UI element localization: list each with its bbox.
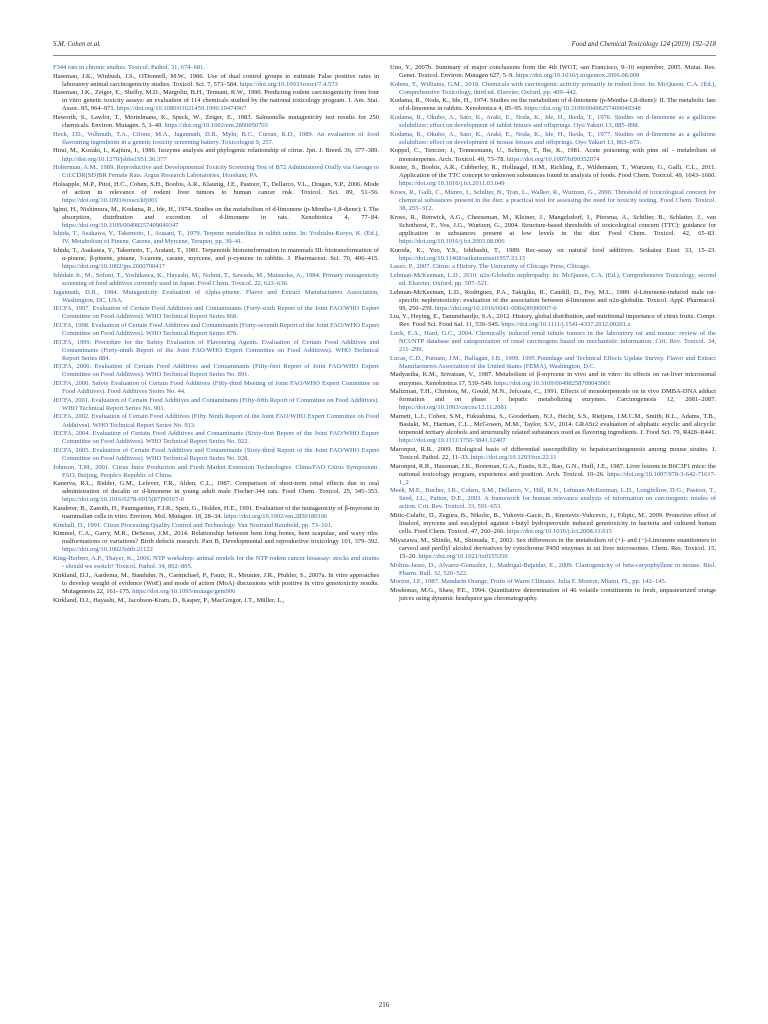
reference-entry [53,206,379,230]
reference-text: Lehman-McKeeman, L.D., Rodriguez, P.A., Takigiku, R., Caudill, D., Fey, M.L., 1989. d-Limonene-induced male rat-specific nephrotoxicity: evaluation of the association between d-limonene and α2u-globulin. Toxicol. Appl. Pharmacol. 99, 250–259. [390,288,716,312]
reference-entry [53,597,379,605]
reference-entry [53,530,379,554]
reference-entry [53,322,379,338]
doi-link[interactable]: https://doi.org/10.3109/00498258709043961 [494,379,611,387]
reference-entry [390,147,716,163]
doi-link[interactable]: https://doi.org/10.1016/j.fct.2003.08.006 [399,237,505,245]
reference-text: Maronpot, R.R., 2009. Biological basis of differential susceptibility to hepatocarcinogenesis among mouse strains. J. Toxicol. Pathol. 22, 11–33. [390,445,716,461]
doi-link[interactable]: https://doi.org/10.1016/j.mrgentox.2006.08.009 [515,72,640,80]
reference-entry [390,81,716,97]
reference-entry [53,272,379,288]
reference-entry [390,487,716,511]
doi-link[interactable]: https://doi.org/10.1093/carcin/12.11.2081 [399,404,507,412]
reference-text: Kuroda, K., Yoo, Y.S., Ishibashi, T., 1989. Rec-assay on natural food additives. Seikatsu Eisei 33, 15–23. [390,246,716,254]
reference-entry [390,371,716,387]
reference-entry [53,380,379,396]
reference-link[interactable]: Kimball, D., 1991. Citrus Processing Quality Control and Technology. Van Nostrand Reinhold, pp. 73–101. [53,521,333,529]
doi-link[interactable]: https://doi.org/10.1093/toxsci/kfj001 [62,197,158,204]
header-journal-citation: Food and Chemical Toxicology 124 (2019) 192–218 [571,41,716,48]
reference-entry [53,164,379,180]
reference-entry [390,131,716,147]
reference-entry [53,89,379,113]
references-right-column [390,64,716,604]
page-number: 216 [378,1001,390,1009]
reference-text: Kimmel, C.A., Garry, M.R., DeSesso, J.M., 2014. Relationship between bent long bones, bent scapulae, and wavy ribs: malformations or variations? Birth defects research. Part B, Developmental and reproductive toxicology 101, 379–392. [53,530,379,546]
reference-entry [53,181,379,205]
reference-text: Mitic-Culafic, D., Zegura, B., Nikolic, B., Vukovic-Gacic, B., Knezevic-Vukcevic, J., Filipic, M., 2009. Protective effect of linalool, myrcene and eucalyptol against t-butyl hydroperoxide induced genotoxicity in bacteria and cultured human cells. Food Chem. Toxicol. 47, 260–266. [390,512,716,536]
reference-link[interactable]: Morton, J.F., 1987. Mandarin Orange, Fruits of Warm Climates. Julia F. Morton, Miami, FL, pp. 142–145. [390,578,667,586]
reference-link[interactable]: JECFA, 2000. Safety Evaluation of Certain Food Additives (Fifty-third Meeting of Joint FAO/WHO Expert Committee on Food Additives). Food Additives Series No. 44. [53,380,379,396]
reference-text: Liu, Y., Heying, E., Tanumihardjo, S.A., 2012. History, global distribution, and nutritional importance of citrus fruits. Compr. Rev. Food Sci. Food Saf. 11, 530–545. [390,313,716,329]
reference-entry [53,73,379,89]
reference-text: Kroes, R., Renwick, A.G., Cheeseman, M., Kleiner, J., Mangelsdorf, I., Piersma, A., Schilter, B., Schlatter, J., van Schothorst, F., Vos, J.G., Wurtzen, G., 2004. Structure-based thresholds of toxicological concern (TTC): guidance for application to substances present at low levels in the diet. Food Chem. Toxicol. 42, 65–83. [390,213,716,237]
reference-entry [390,446,716,462]
reference-entry [53,522,379,530]
reference-entry [390,578,716,586]
reference-text: Marnett, L.J., Cohen, S.M., Fukushima, S., Gooderham, N.J., Hecht, S.S., Rietjens, I.M.C.M., Smith, R.L., Adams, T.B., Bastaki, M., Harman, C.L., McGowen, M.M., Taylor, S.V., 2014. GRASr2 evaluation of aliphatic acyclic and alicyclic terpenoid tertiary alcohols and structurally related substances used as flavoring ingredients. J. Food Sci. 79, R428–R441. [390,412,716,437]
reference-link[interactable]: Lucas, C.D., Putnam, J.M., Hallagan, J.B., 1999. 1995 Poundage and Technical Effects Update Survey. Flavor and Extract Manufacturers Association of the United States (FEMA), Washington, D.C. [390,354,716,370]
reference-text: Kirkland, D.J., Hayashi, M., Jacobson-Kram, D., Kasper, P., MacGregor, J.T., Müller, L., [53,596,285,604]
reference-text: Haseman, J.K., Winbush, J.S., O'Donnell, M.W., 1986. Use of dual control groups to estimate False positive rates in laboratory animal carcinogenicity studies. Toxicol. Sci. 7, 573–584. [53,72,379,88]
doi-link[interactable]: https://doi.org/10.1093/toxsci/7.4.573 [239,80,338,88]
reference-text: Ishida, T., Asakawa, Y., Takemoto, T., Aratani, T., 1981. Terpenoids biotransformation in mammals III: biotransformation of α-pinene, β-pinene, pinane, 3-carene, carane, myrcene, and p-cymene in rabbits. J. Pharmaceut. Sci. 70, 406–415. [53,247,379,263]
doi-link[interactable]: http://doi.org/10.1270/jsbbs1951.36.377 [62,155,167,163]
reference-entry [390,189,716,213]
reference-entry [53,247,379,271]
reference-link[interactable]: Molina-Jasso, D., Alvarez-Gonzalez, I., Madrigal-Bujaidar, E., 2009. Clastogenicity of beta-caryophyllene in mouse. Biol. Pharm. Bull. 32, 520–522. [390,561,716,577]
reference-entry [53,397,379,413]
reference-entry [53,305,379,321]
reference-link[interactable]: JECFA, 1999. Procedure for the Safety Evaluation of Flavouring Agents. Evaluation of Certain Food Additives and Contaminants (Forty-ninth Report of the Joint FAO/WHO Expert Committee on Food Additives). WHO Technical Report Series 884. [53,338,379,362]
reference-entry [390,413,716,445]
reference-entry [390,114,716,130]
reference-link[interactable]: Johnson, T.M., 2001. Citrus Juice Production and Fresh Market Extension Technologies. China/FAO Citrus Symposium. FAO, Beijing, People's Republic of China. [53,463,379,479]
reference-link[interactable]: King-Herbert, A.P., Thayer, K., 2006. NTP workshop: animal models for the NTP rodent cancer bioassay: stocks and strains - should we switch? Toxicol. Pathol. 34, 802–805. [53,555,379,571]
reference-entry [53,430,379,446]
doi-link[interactable]: https://doi.org/10.1016/0278-6915(87)90167-0 [62,496,184,504]
reference-entry [390,97,716,113]
doi-link[interactable]: https://doi.org/10.3109/00498257409049347 [62,221,179,229]
reference-text: Igimi, H., Nishimura, M., Kodama, R., Ide, H., 1974. Studies on the metabolism of d-limonene (p-Mentha-1,8-diene): I. The absorption, distribution and excretion of d-limonene in rats. Xenobiotica 4, 77–84. [53,205,379,221]
reference-entry [390,272,716,288]
reference-link[interactable]: Kodama, R., Okubo, A., Sato, K., Araki, E., Noda, K., Ide, H., Ikeda, T., 1977. Studies on d-limonene as a gallstone solubilizer: effect on development of mouse fetuses and offsprings. Oyo Yakuri 13, 863–873. [390,130,716,146]
reference-text: Haworth, S., Lawlor, T., Mortelmans, K., Speck, W., Zeiger, E., 1983. Salmonella mutagenicity test results for 250 chemicals. Environ. Mutagen. 5, 3–49. [53,114,379,130]
reference-entry [53,480,379,504]
reference-link[interactable]: Lock, E.A., Hard, G.C., 2004. Chemically induced renal tubule tumors in the laboratory rat and mouse: review of the NCI/NTP database and categorization of renal carcinogens based on mechanistic information. Crit. Rev. Toxicol. 34, 211–299. [390,330,716,354]
reference-link[interactable]: Heck, J.D., Vollmuth, T.A., Cifone, M.A., Jagannath, D.R., Myhr, B.C., Curran, R.D., 1989. An evaluation of food flavouring ingredients in a genetic toxicity screening battery. Toxicologist 9, 257. [53,130,379,146]
doi-link[interactable]: https://doi.org/10.1111/j.1541-4337.2012.00201.x [501,321,631,329]
reference-entry [390,214,716,246]
reference-link[interactable]: Jagannath, D.R., 1984. Mutagenicity Evaluation of Alpha-pinene. Flavor and Extract Manufacturers Association, Washington, DC, USA. [53,288,379,304]
reference-text: Holsapple, M.P., Pitot, H.C., Cohen, S.H., Boobis, A.R., Klaunig, J.E., Pastoor, T., Dellarco, V.L., Dragan, Y.P., 2006. Mode of action in relevance of rodent liver tumors to human cancer risk. Toxicol. Sci. 89, 51–56. [53,180,379,196]
reference-entry [53,413,379,429]
references-left-column [53,64,379,605]
reference-entry [390,512,716,536]
reference-link[interactable]: Laszo, P., 2007. Citrus: a History. The University of Chicago Press, Chicago. [390,263,591,271]
doi-link[interactable]: https://doi.org/10.1002/em.2860050703 [164,122,268,130]
reference-text: Miyazawa, M., Shindo, M., Shimada, T., 2002. Sex differences in the metabolism of (+)- and (−)-Limonene enantiomers to carveol and perillyl alcohol derivatives by cytochrome P450 enzymes in rat liver microsomes. Chem. Res. Toxicol. 15, 15–20. [390,536,716,561]
reference-entry [390,355,716,371]
reference-entry [53,289,379,305]
reference-link[interactable]: JECFA, 1997. Evaluation of Certain Food Additives and Contaminants (Forty-sixth Report of the Joint FAO/WHO Expert Committee on Food Additives). WHO Technical Report Series 868. [53,305,379,321]
doi-link[interactable]: https://doi.org/10.11468/seikatsueisei1957.33.15 [399,254,526,262]
doi-link[interactable]: https://doi.org/10.1007/bf00352074 [506,155,600,163]
reference-entry [53,363,379,379]
reference-link[interactable]: Kobets, T., Williams, G.M., 2018. Chemicals with carcinogenic activity primarily in rodent liver. In: McQueen, C.A. (Ed.), Comprehensive Toxicology, third ed. Elsevier, Oxford, pp. 409–442. [390,80,716,96]
reference-entry [390,537,716,561]
reference-link[interactable]: Kodama, R., Okubo, A., Sato, K., Araki, E., Noda, K., Ide, H., Ikeda, T., 1976. Studies on d-limonene as a gallstone solubilizer: effect on development of rabbit fetuses and offsprings. Oyo Yakuri 13, 885–898. [390,114,716,130]
reference-entry [390,247,716,263]
reference-entry [53,339,379,363]
reference-entry [53,572,379,596]
reference-text: Koster, S., Boobis, A.R., Cubberley, R., Hollnagel, H.M., Richling, E., Wildemann, T., Wurtzen, G., Galli, C.L., 2011. Application of the TTC concept to unknown substances found in analysis of foods. Food Chem. Toxicol. 49, 1643–1660. [390,164,716,180]
reference-link[interactable]: Ishidate Jr., M., Sofuni, T., Yoshikawa, K., Hayashi, M., Nohmi, T., Sawada, M., Matsuoka, A., 1984. Primary mutagenicity screening of food additives currently used in Japan. Food Chem. Toxicol. 22, 623–636. [53,271,379,287]
reference-text: Koppel, C., Tenczer, J., Tonnesmann, U., Schirop, T., Ibe, K., 1981. Acute poisoning with pine oil - metabolism of monoterpenes. Arch. Toxicol. 49, 73–78. [390,147,716,163]
reference-entry [390,313,716,329]
reference-text: Hirai, M., Kozaki, I., Kajiura, I., 1986. Isozyme analysis and phylogenic relationship of citrus. Jpn. J. Breed. 36, 377–389. [53,147,379,155]
reference-text: Kirkland, D.J., Aardema, M., Banduhn, N., Carmichael, P., Fautz, R., Meunier, J.R., Pfuhler, S., 2007a. In vitro approaches to develop weight of evidence (WoE) and mode of action (MoA) discussions with positive in vitro genotoxicity results. Mutagenesis 22, 161–175. [53,571,379,595]
reference-link[interactable]: JECFA, 2001. Evaluation of Certain Food Additives and Contaminants (Fifty-fifth Report of Committee on Food Additives). WHO Technical Report Series No. 901. [53,396,379,412]
doi-link[interactable]: https://doi.org/10.1002/jps.2600700417 [62,263,165,271]
reference-link[interactable]: JECFA, 2002. Evaluation of Certain Food Additives (Fifty Ninth Report of the Joint FAO/WHO Expert Committee on Food Additives). WHO Technical Report Series No. 913. [53,413,379,429]
reference-entry [53,464,379,480]
doi-link[interactable]: https://doi.org/10.1293/tox.22.11 [470,453,557,461]
reference-link[interactable]: JECFA, 1998. Evaluation of Certain Food Additives and Contaminants (Forty-seventh Report of the Joint FAO/WHO Expert Committee on Food Additives). WHO Technical Report Series 876. [53,321,379,337]
reference-text: Kanerva, R.L., Ridder, G.M., Lefever, F.R., Alden, C.L., 1987. Comparison of short-term renal effects due to oral administration of decalin or d-limonene in young adult male Fischer-344 rats. Food Chem. Toxicol. 25, 345–353. [53,480,379,496]
reference-entry [53,230,379,246]
doi-link[interactable]: https://doi.org/10.1080/01621459.1990.10474967 [116,105,247,113]
reference-text: Maltzman, T.H., Christou, M., Gould, M.N., Jefcoate, C., 1991. Effects of monoterpenoids on in vivo DMBA-DNA adduct formation and on phase I hepatic metabolizing enzymes. Carcinogenesis 12, 2081–2087. [390,388,716,404]
reference-entry [390,330,716,354]
reference-entry [53,447,379,463]
reference-text: Kauderer, B., Zamith, H., Paumgartten, F.J.R., Speit, G., Holden, H.E., 1991. Evaluation of the mutagenicity of β-myrcene in mammalian cells in vitro. Environ. Mol. Mutagen. 18, 28–34. [53,504,379,521]
reference-text: Moshonas, M.G., Shaw, P.E., 1994. Quantitative determination of 46 volatile constituents in fresh, unpasteurized orange juices using dynamic headspace gas chromatography. [390,586,716,602]
doi-link[interactable]: https://doi.org/10.1002/bdrb.21122 [62,546,153,554]
reference-link[interactable]: Lehman-McKeeman, L.D., 2010. α2u-Globulin nephropathy. In: McQueen, C.A. (Ed.), Comprehensive Toxicology, second ed. Elsevier, Oxford, pp. 507–521. [390,271,716,287]
doi-link[interactable]: https://doi.org/10.1093/mutage/gem006 [132,587,236,595]
reference-entry [390,263,716,271]
reference-link[interactable]: Ishida, T., Asakawa, Y., Takemoto, I., Aratani, T., 1979. Terpene metabolites in rabbit urine. In: Yoshishu-Koryo, K. (Ed.), IV. Metabolism of Pinene, Carene, and Myrcene, Terupen, pp. 39–41. [53,230,379,246]
reference-entry [390,164,716,188]
header-rule [53,55,716,56]
reference-link[interactable]: JECFA, 2004. Evaluation of Certain Food Additives and Contaminants (Sixty-first Report of the Joint FAO/WHO Expert Committee on Food Additives). WHO Technical Report Series No. 922. [53,430,379,446]
reference-link[interactable]: Meek, M.E., Bucher, J.R., Cohen, S.M., Dellarco, V., Hill, R.N., Lehman-McKeeman, L.D., Longfellow, D.G., Pastoor, T., Seed, J.L., Patton, D.E., 2003. A framework for human relevance analysis of information on carcinogenic modes of action. Crit. Rev. Toxicol. 33, 591–653. [390,487,716,511]
reference-entry [390,388,716,412]
doi-link[interactable]: https://doi.org/10.1021/tx0155350 [418,553,508,561]
reference-entry [53,64,379,72]
reference-entry [53,505,379,521]
reference-entry [390,289,716,313]
reference-link[interactable]: Kroes, R., Galli, C., Munro, I., Schilter, B., Tran, L., Walker, R., Wurtzen, G., 2000. Threshold of toxicological concern for chemical substances present in the diet: a practical tool for assessing the need for toxicity testing. Food Chem. Toxicol. 38, 255–312. [390,188,716,213]
doi-link[interactable]: https://doi.org/10.1002/em.2850180106 [223,513,328,521]
reference-text: Maronpot, R.R., Haseman, J.K., Boorman, G.A., Eustis, S.E., Rao, G.N., Huff, J.E., 1987. Liver lesions in B6C3F1 mice: the national toxicology program, experience and position. Arch. Toxicol. 10–26. [390,462,716,478]
reference-entry [53,555,379,571]
reference-entry [390,562,716,578]
reference-link[interactable]: JECFA, 2000. Evaluation of Certain Food Additives and Contaminants (Fifty-first Report of Joint FAO/WHO Expert Committee on Food Additives). WHO Technical Report Series No. 891. [53,363,379,379]
reference-entry [53,114,379,130]
reference-entry [390,64,716,80]
reference-entry [53,131,379,147]
reference-entry [390,587,716,603]
doi-link[interactable]: https://doi.org/10.1016/j.fct.2011.03.049 [399,180,505,188]
header-authors: S.M. Cohen et al. [53,41,101,48]
doi-link[interactable]: https://doi.org/10.1007/978-3-642-71617-1_2 [399,470,716,486]
reference-link[interactable]: JECFA, 2005. Evaluation of Certain Food Additives and Contaminants (Sixty-third Report of the Joint FAO/WHO Expert Committee on Food Additives). WHO Technical Report Series No. 928. [53,446,379,462]
reference-link[interactable]: Hoberman, A.M., 1989. Reproductive and Developmental Toxicity Screening Test of B72 Administered Orally via Gavage to Crl:CDR(SD)BR Female Rats. Argus Research Laboratories, Horsham, PA. [53,164,379,180]
doi-link[interactable]: https://doi.org/10.1111/1750-3841.12407 [399,437,506,445]
reference-text: Madyastha, K.M., Srivatsan, V., 1987. Metabolism of β-myrcene in vivo and in vitro: its effects on rat-liver microsomal enzymes. Xenobiotica 17, 539–549. [390,371,716,387]
reference-entry [390,463,716,487]
reference-text: Kodama, R., Noda, K., Ide, H., 1974. Studies on the metabolism of d-limonene (p-Mentha-1,8-diene): II. The metabolic fate of d-limonene in rabbits. Xenobiotica 4, 85–95. [390,97,716,113]
reference-text: Uno, Y., 2007b. Summary of major conclusions from the 4th IWGT, san Francisco, 9–10 september, 2005. Mutat. Res. Genet. Toxicol. Environ. Mutagen 627, 5–9. [390,64,716,80]
reference-entry [53,147,379,163]
reference-link[interactable]: F344 rats in chronic studies. Toxicol. Pathol. 31, 674–681. [53,64,205,71]
doi-link[interactable]: https://doi.org/10.3109/00498257409049348 [524,105,641,113]
doi-link[interactable]: https://doi.org/10.1016/0041-008x(89)90007-0 [434,304,557,312]
reference-text: Haseman, J.K., Zeiger, E., Shelby, M.D., Margolin, B.H., Tennant, R.W., 1990. Predicting rodent carcinogenicity from four in vitro genetic toxicity assays: an evaluation of 114 chemicals studied by the national toxicology program. J. Am. Stat. Assoc. 85, 964–971. [53,89,379,113]
doi-link[interactable]: https://doi.org/10.1016/j.fct.2008.11.015 [506,528,613,536]
